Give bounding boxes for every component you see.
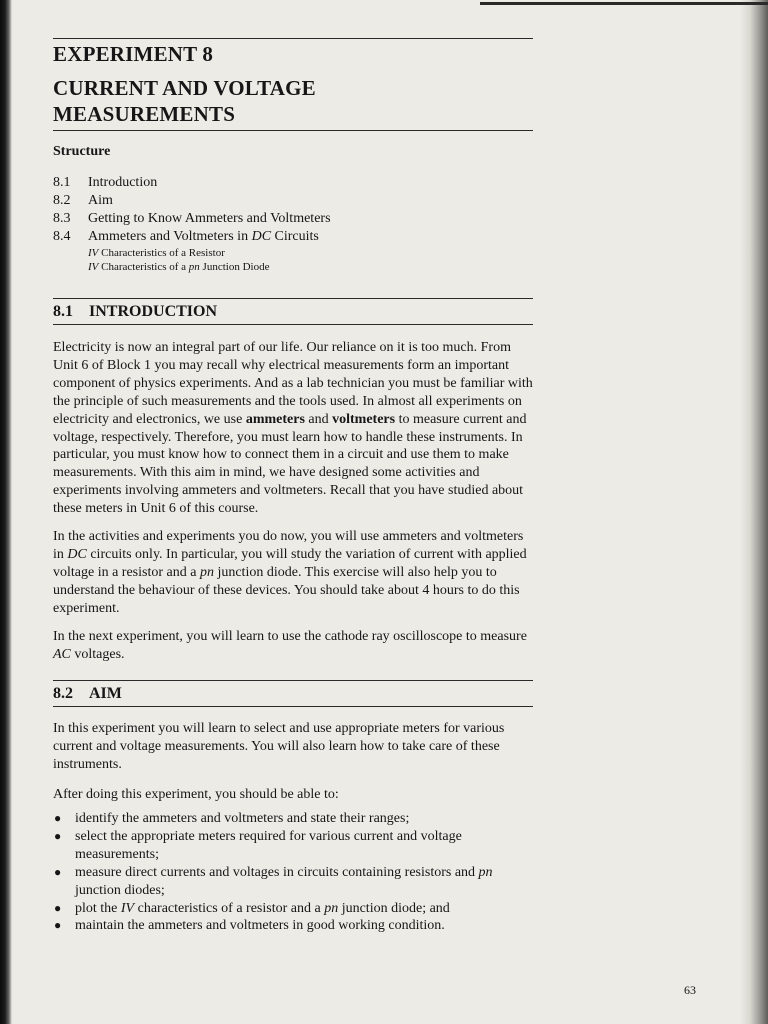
toc-number: 8.1 — [53, 175, 71, 190]
italic-term: pn — [478, 864, 493, 880]
toc-title-part: Circuits — [271, 229, 319, 244]
toc-item — [53, 228, 533, 246]
document-page — [53, 38, 533, 935]
toc-sub-text: Junction Diode — [199, 261, 270, 273]
section-number: 8.2 — [53, 685, 73, 703]
bullet-icon: ● — [54, 864, 62, 879]
top-rule — [53, 38, 533, 39]
italic-term: AC — [53, 646, 71, 662]
section-rule — [53, 324, 533, 325]
toc-number: 8.4 — [53, 229, 71, 244]
section-title: INTRODUCTION — [89, 303, 218, 320]
toc-title: Introduction — [88, 175, 158, 190]
bullet-icon: ● — [54, 900, 62, 915]
list-item-text: select the appropriate meters required for various current and voltage measurements; — [75, 828, 462, 862]
bullet-icon: ● — [54, 828, 62, 843]
intro-paragraph-2 — [53, 528, 533, 618]
toc-number: 8.2 — [53, 193, 71, 208]
toc-sub-italic: IV — [88, 261, 99, 273]
title-line-2: MEASUREMENTS — [53, 102, 236, 126]
intro-paragraph-1 — [53, 339, 533, 518]
italic-term: IV — [120, 900, 135, 916]
section-rule — [53, 706, 533, 707]
experiment-label: EXPERIMENT 8 — [53, 42, 214, 66]
scan-top-line — [480, 2, 768, 5]
toc-sub-text: Characteristics of a — [98, 261, 189, 273]
section-title: AIM — [89, 685, 122, 703]
toc-title: Getting to Know Ammeters and Voltmeters — [88, 211, 331, 226]
toc-subitem — [53, 246, 533, 260]
toc-number: 8.3 — [53, 211, 71, 226]
text-run: circuits only. In particular, you will study the variation of current with applied voltage in a resistor and a — [53, 546, 527, 580]
list-item — [53, 810, 533, 828]
toc-sub-italic: IV — [88, 247, 99, 259]
toc-sub-text: Characteristics of a Resistor — [98, 247, 225, 259]
list-item-text: measure direct currents and voltages in circuits containing resistors and — [75, 864, 479, 880]
aim-paragraph-2: After doing this experiment, you should be able to: — [53, 787, 339, 803]
structure-heading: Structure — [53, 144, 111, 159]
text-run: Electricity is now an integral part of our life. Our reliance on it is too much. From Unit 6 of Block 1 you may recall why electrical measurements form an important component of physics experiments. And as a lab technician you must be familiar with the principle of such measurements and the tools used. In almost all experiments on electricity and electronics, we use — [53, 340, 533, 427]
bold-term: voltmeters — [332, 411, 396, 427]
section-heading-aim — [53, 681, 533, 706]
list-item — [53, 828, 533, 864]
intro-paragraph-3 — [53, 628, 533, 664]
objectives-list — [53, 810, 533, 935]
italic-term: pn — [199, 564, 214, 580]
table-of-contents — [53, 174, 533, 274]
scan-right-edge — [740, 0, 768, 1024]
toc-subitem — [53, 260, 533, 274]
italic-term: pn — [324, 900, 339, 916]
title-line-1: CURRENT AND VOLTAGE — [53, 76, 316, 100]
toc-title-part: Ammeters and Voltmeters in — [88, 229, 252, 244]
toc-item — [53, 210, 533, 228]
scan-left-edge — [0, 0, 12, 1024]
text-run: junction diode. This exercise will also help you to understand the behaviour of these devices. You should take about 4 hours to do this experiment. — [53, 564, 520, 616]
text-run: In the next experiment, you will learn to use the cathode ray oscilloscope to measure — [53, 628, 527, 644]
bullet-icon: ● — [54, 918, 62, 933]
list-item-text: maintain the ammeters and voltmeters in good working condition. — [75, 918, 445, 934]
bullet-icon: ● — [54, 811, 62, 826]
section-heading-introduction — [53, 299, 533, 324]
italic-term: DC — [67, 546, 87, 562]
text-run: and — [304, 411, 333, 427]
list-item — [53, 917, 533, 935]
title-rule — [53, 130, 533, 131]
bold-term: ammeters — [245, 411, 305, 427]
list-item — [53, 864, 533, 900]
section-number: 8.1 — [53, 303, 73, 320]
text-run: In the activities and experiments you do now, you will use ammeters and voltmeters in — [53, 529, 524, 562]
toc-title: Aim — [88, 193, 113, 208]
list-item-text: plot the — [75, 900, 121, 916]
list-item — [53, 900, 533, 918]
toc-item — [53, 174, 533, 192]
list-item-text: identify the ammeters and voltmeters and state their ranges; — [75, 811, 410, 827]
list-item-text: junction diodes; — [75, 882, 165, 898]
toc-item — [53, 192, 533, 210]
page-title — [53, 75, 533, 127]
page-number: 63 — [684, 983, 696, 997]
toc-sub-italic: pn — [188, 261, 200, 273]
text-run: to measure current and voltage, respectively. Therefore, you must learn how to handle these instruments. In particular, you must know how to connect them in a circuit and use them to make measurements. With this aim in mind, we have designed some activities and experiments involving ammeters and voltmeters. Recall that you have studied about these meters in Unit 6 of this course. — [53, 411, 527, 517]
aim-paragraph-1: In this experiment you will learn to select and use appropriate meters for various current and voltage measurements. You will also learn how to take care of these instruments. — [53, 721, 505, 773]
list-item-text: junction diode; and — [338, 900, 450, 916]
toc-title-italic: DC — [251, 229, 272, 244]
toc-title — [88, 228, 319, 246]
list-item-text: characteristics of a resistor and a — [134, 900, 325, 916]
text-run: voltages. — [70, 646, 125, 662]
